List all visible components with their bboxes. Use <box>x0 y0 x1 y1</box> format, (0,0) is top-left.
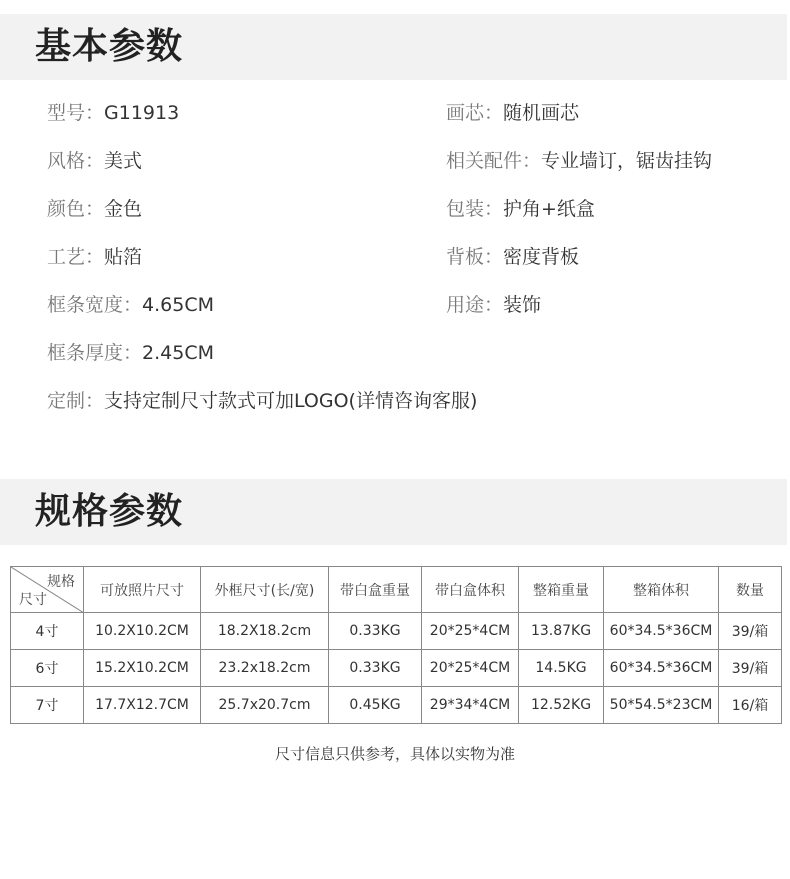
param-frame-width <box>47 292 214 318</box>
spec-table <box>10 566 782 724</box>
param-model <box>47 100 179 126</box>
param-style-value: 美式 <box>104 150 143 172</box>
param-core-value: 随机画芯 <box>503 102 580 124</box>
cell-frame-size: 18.2X18.2cm <box>201 613 329 650</box>
param-frame-thickness <box>47 340 214 366</box>
param-custom-label: 定制： <box>47 390 105 412</box>
cell-box-weight: 0.33KG <box>329 650 422 687</box>
col-header-photo-size: 可放照片尺寸 <box>84 567 201 613</box>
param-backboard-label: 背板： <box>446 246 504 268</box>
cell-carton-weight: 14.5KG <box>519 650 604 687</box>
param-model-value: G11913 <box>104 102 180 124</box>
param-craft <box>47 244 142 270</box>
col-header-box-volume: 带白盒体积 <box>422 567 519 613</box>
size-disclaimer-note: 尺寸信息只供参考，具体以实物为准 <box>274 745 515 763</box>
param-custom <box>47 388 477 414</box>
cell-box-volume: 29*34*4CM <box>422 687 519 724</box>
param-frame-width-label: 框条宽度： <box>47 294 143 316</box>
param-usage-value: 装饰 <box>503 294 542 316</box>
param-package <box>446 196 595 222</box>
basic-params-title: 基本参数 <box>35 26 184 67</box>
cell-box-weight: 0.33KG <box>329 613 422 650</box>
param-color-label: 颜色： <box>47 198 105 220</box>
param-backboard-value: 密度背板 <box>503 246 580 268</box>
cell-carton-volume: 60*34.5*36CM <box>604 613 719 650</box>
param-usage-label: 用途： <box>446 294 504 316</box>
param-usage <box>446 292 541 318</box>
param-craft-value: 贴箔 <box>104 246 143 268</box>
cell-photo-size: 10.2X10.2CM <box>84 613 201 650</box>
corner-label-size: 尺寸 <box>19 592 47 608</box>
cell-box-volume: 20*25*4CM <box>422 613 519 650</box>
cell-carton-weight: 12.52KG <box>519 687 604 724</box>
cell-box-weight: 0.45KG <box>329 687 422 724</box>
cell-photo-size: 15.2X10.2CM <box>84 650 201 687</box>
cell-size: 4寸 <box>11 613 84 650</box>
param-frame-thickness-value: 2.45CM <box>142 342 214 364</box>
basic-params-header <box>0 14 787 80</box>
param-frame-thickness-label: 框条厚度： <box>47 342 143 364</box>
cell-quantity: 39/箱 <box>719 650 782 687</box>
col-header-quantity: 数量 <box>719 567 782 613</box>
table-row <box>11 687 782 724</box>
cell-photo-size: 17.7X12.7CM <box>84 687 201 724</box>
corner-label-spec: 规格 <box>47 574 75 590</box>
param-core-label: 画芯： <box>446 102 504 124</box>
cell-frame-size: 23.2x18.2cm <box>201 650 329 687</box>
param-accessories-label: 相关配件： <box>446 150 542 172</box>
param-package-label: 包装： <box>446 198 504 220</box>
col-header-frame-size: 外框尺寸(长/宽) <box>201 567 329 613</box>
cell-carton-weight: 13.87KG <box>519 613 604 650</box>
spec-params-title: 规格参数 <box>35 491 184 532</box>
param-style-label: 风格： <box>47 150 105 172</box>
param-color-value: 金色 <box>104 198 143 220</box>
cell-size: 6寸 <box>11 650 84 687</box>
param-custom-value: 支持定制尺寸款式可加LOGO(详情咨询客服) <box>104 390 478 412</box>
param-model-label: 型号： <box>47 102 105 124</box>
col-header-box-weight: 带白盒重量 <box>329 567 422 613</box>
param-core <box>446 100 579 126</box>
param-color <box>47 196 142 222</box>
spec-header-row <box>11 567 782 613</box>
param-style <box>47 148 142 174</box>
param-accessories <box>446 148 712 174</box>
cell-frame-size: 25.7x20.7cm <box>201 687 329 724</box>
table-row <box>11 650 782 687</box>
spec-corner-cell <box>11 567 84 613</box>
cell-carton-volume: 60*34.5*36CM <box>604 650 719 687</box>
cell-quantity: 39/箱 <box>719 613 782 650</box>
param-package-value: 护角+纸盒 <box>503 198 595 220</box>
col-header-carton-weight: 整箱重量 <box>519 567 604 613</box>
param-accessories-value: 专业墙订，锯齿挂钩 <box>541 150 713 172</box>
spec-params-header <box>0 479 787 545</box>
cell-carton-volume: 50*54.5*23CM <box>604 687 719 724</box>
cell-box-volume: 20*25*4CM <box>422 650 519 687</box>
col-header-carton-volume: 整箱体积 <box>604 567 719 613</box>
cell-quantity: 16/箱 <box>719 687 782 724</box>
cell-size: 7寸 <box>11 687 84 724</box>
param-frame-width-value: 4.65CM <box>142 294 214 316</box>
table-row <box>11 613 782 650</box>
param-backboard <box>446 244 579 270</box>
param-craft-label: 工艺： <box>47 246 105 268</box>
